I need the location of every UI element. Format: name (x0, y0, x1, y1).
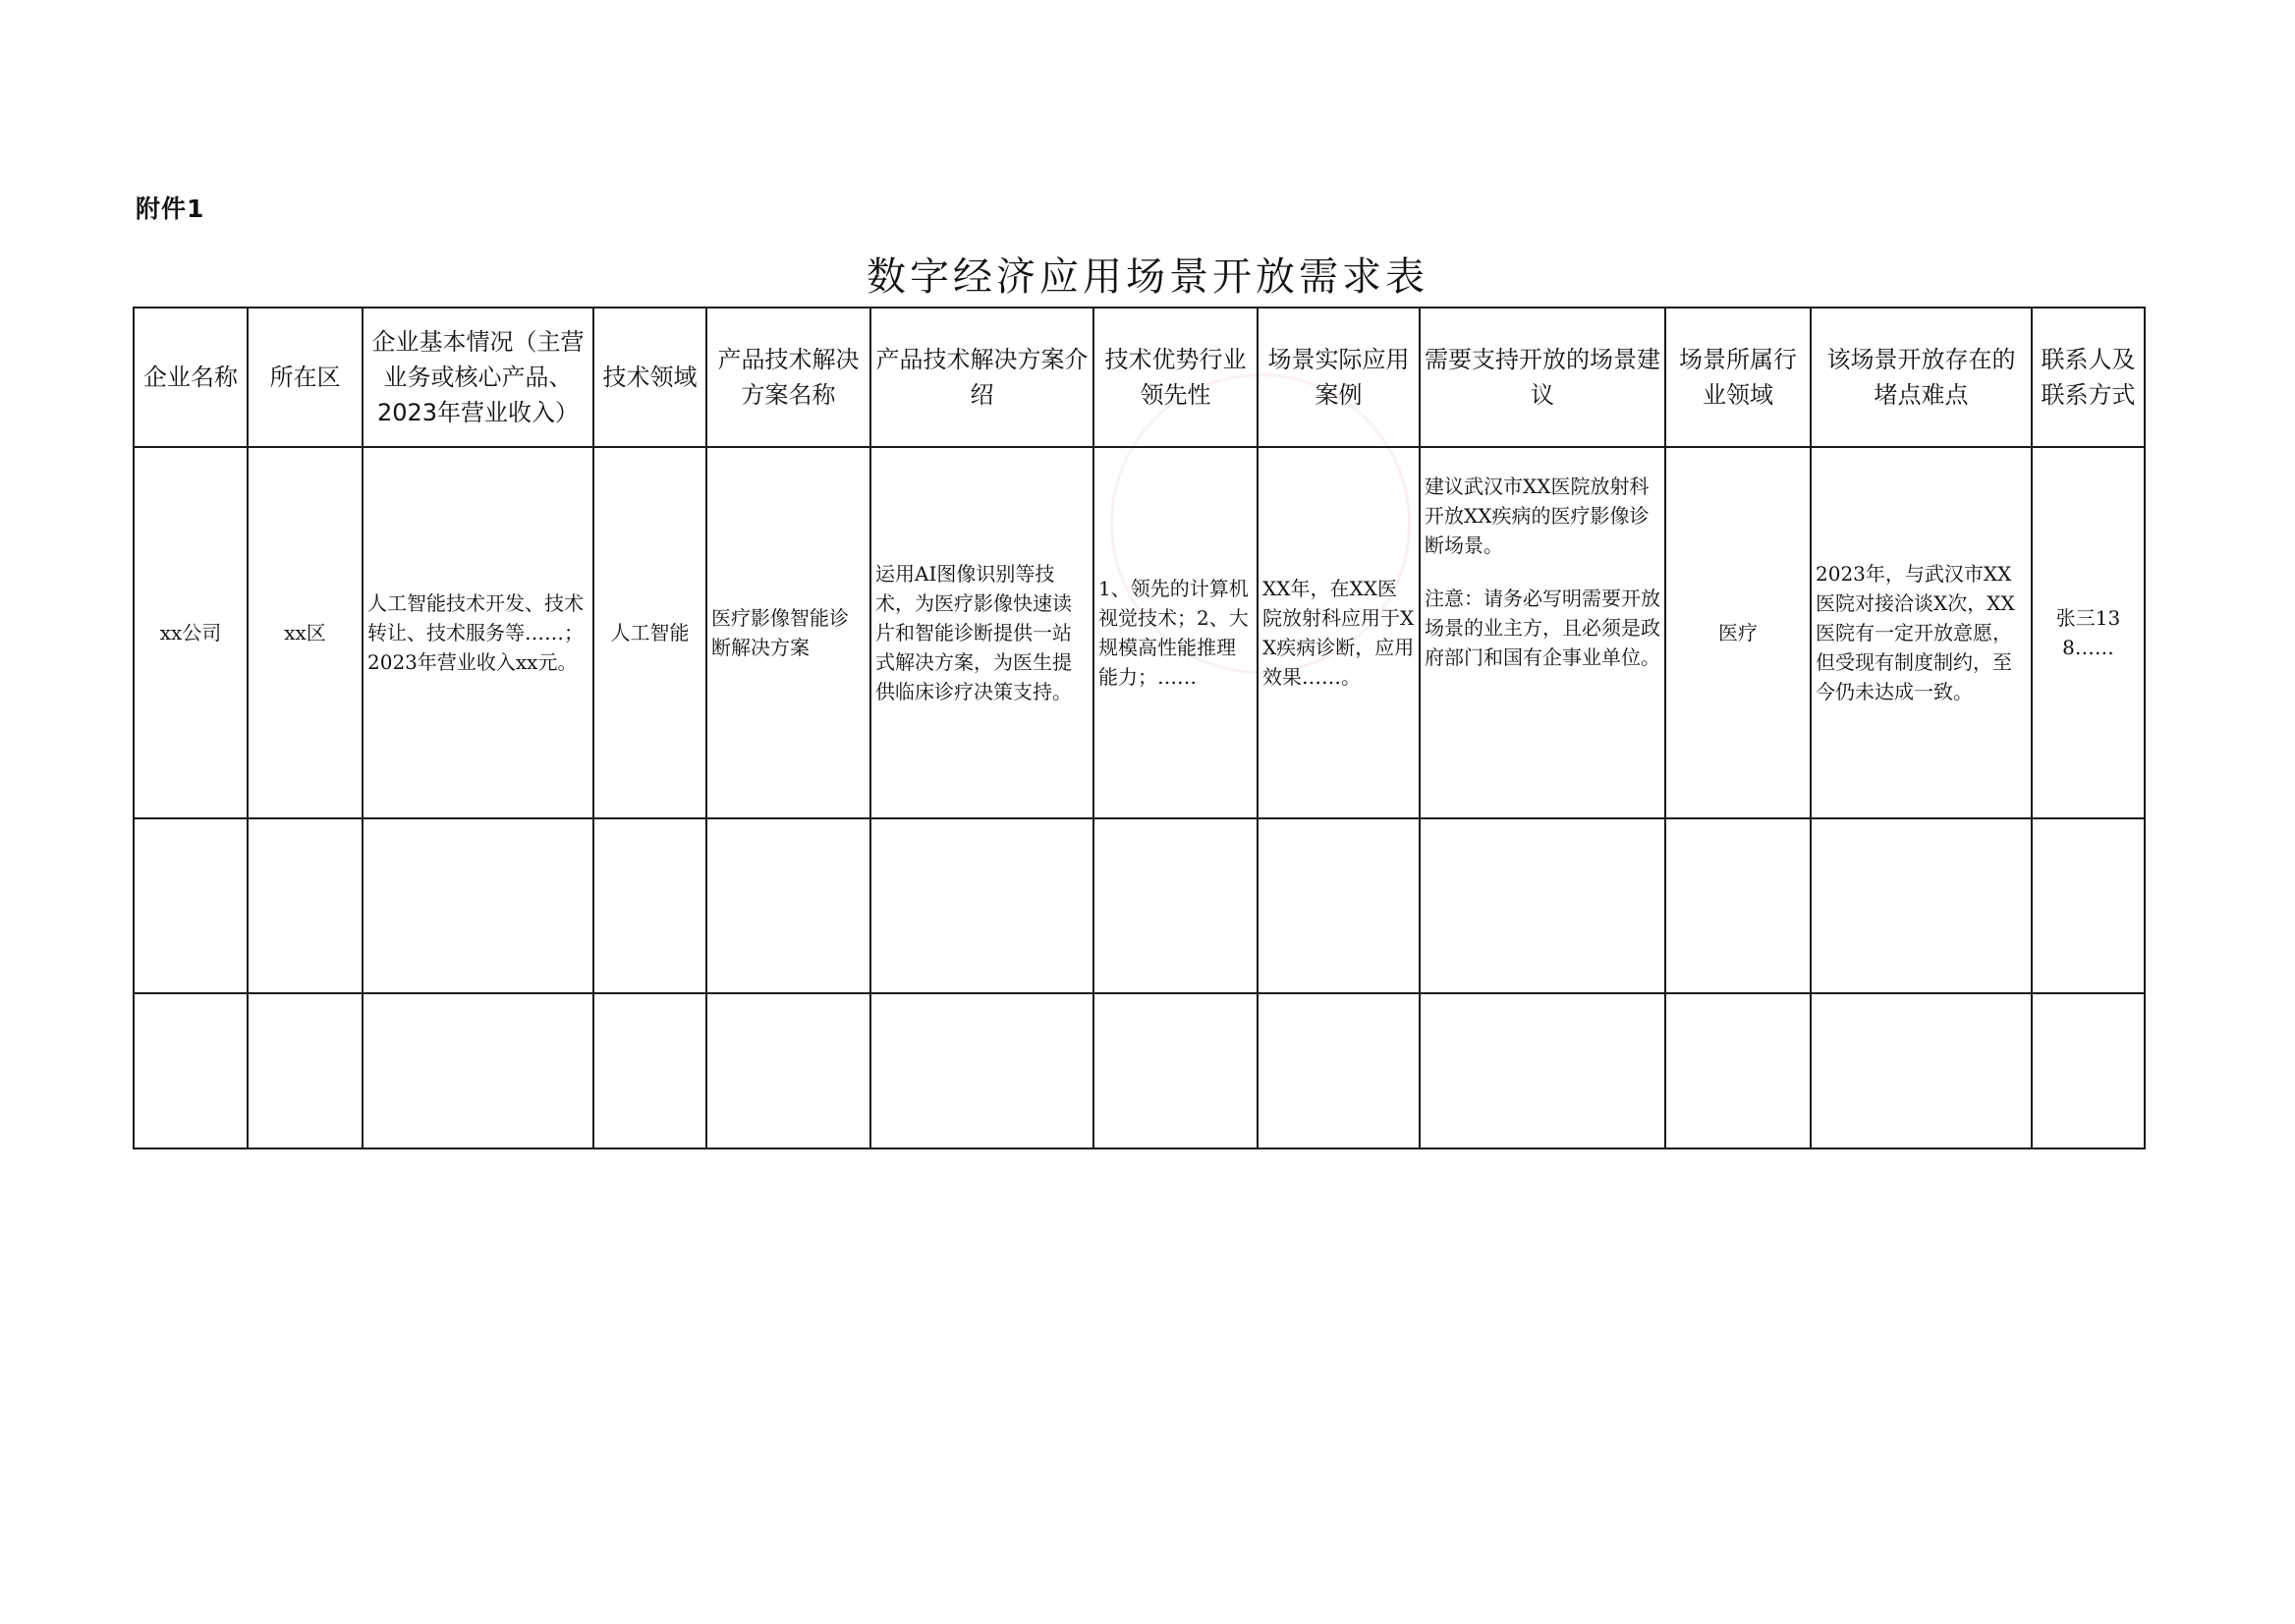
header-solution-name: 产品技术解决方案名称 (706, 308, 870, 447)
cell-solution-name: 医疗影像智能诊断解决方案 (706, 447, 870, 818)
empty-cell[interactable] (1811, 993, 2032, 1148)
empty-cell[interactable] (706, 993, 870, 1148)
header-contact: 联系人及联系方式 (2032, 308, 2145, 447)
empty-cell[interactable] (706, 818, 870, 993)
cell-difficulty: 2023年，与武汉市XX医院对接洽谈X次，XX医院有一定开放意愿，但受现有制度制约，至今仍未达成一致。 (1811, 447, 2032, 818)
cell-advantage: 1、领先的计算机视觉技术；2、大规模高性能推理能力；…… (1093, 447, 1258, 818)
header-industry: 场景所属行业领域 (1665, 308, 1811, 447)
empty-cell[interactable] (1665, 993, 1811, 1148)
demand-table (133, 307, 2146, 1149)
header-case: 场景实际应用案例 (1258, 308, 1420, 447)
empty-cell[interactable] (870, 818, 1093, 993)
cell-case: XX年，在XX医院放射科应用于XX疾病诊断，应用效果……。 (1258, 447, 1420, 818)
cell-industry: 医疗 (1665, 447, 1811, 818)
cell-tech-field: 人工智能 (593, 447, 706, 818)
table-header-row (134, 308, 2145, 447)
empty-cell[interactable] (248, 993, 363, 1148)
empty-table-row (134, 818, 2145, 993)
table-row (134, 447, 2145, 818)
empty-table-row (134, 993, 2145, 1148)
empty-cell[interactable] (1093, 818, 1258, 993)
cell-district: xx区 (248, 447, 363, 818)
suggestion-note: 注意：请务必写明需要开放场景的业主方，且必须是政府部门和国有企事业单位。 (1425, 587, 1660, 669)
cell-suggestion (1420, 447, 1665, 818)
cell-contact: 张三138…… (2032, 447, 2145, 818)
empty-cell[interactable] (593, 818, 706, 993)
empty-cell[interactable] (1811, 818, 2032, 993)
header-tech-field: 技术领域 (593, 308, 706, 447)
empty-cell[interactable] (1665, 818, 1811, 993)
empty-cell[interactable] (248, 818, 363, 993)
empty-cell[interactable] (1258, 818, 1420, 993)
cell-company: xx公司 (134, 447, 248, 818)
empty-cell[interactable] (363, 818, 593, 993)
header-difficulty: 该场景开放存在的堵点难点 (1811, 308, 2032, 447)
cell-basic-info: 人工智能技术开发、技术转让、技术服务等……；2023年营业收入xx元。 (363, 447, 593, 818)
empty-cell[interactable] (870, 993, 1093, 1148)
header-solution-intro: 产品技术解决方案介绍 (870, 308, 1093, 447)
document-title: 数字经济应用场景开放需求表 (867, 254, 1428, 300)
header-basic-info: 企业基本情况（主营业务或核心产品、2023年营业收入） (363, 308, 593, 447)
attachment-label: 附件1 (136, 195, 205, 223)
empty-cell[interactable] (1420, 993, 1665, 1148)
empty-cell[interactable] (134, 818, 248, 993)
empty-cell[interactable] (1420, 818, 1665, 993)
empty-cell[interactable] (2032, 818, 2145, 993)
header-district: 所在区 (248, 308, 363, 447)
empty-cell[interactable] (593, 993, 706, 1148)
suggestion-text: 建议武汉市XX医院放射科开放XX疾病的医疗影像诊断场景。 (1425, 475, 1650, 557)
empty-cell[interactable] (2032, 993, 2145, 1148)
header-advantage: 技术优势行业领先性 (1093, 308, 1258, 447)
empty-cell[interactable] (1093, 993, 1258, 1148)
cell-solution-intro: 运用AI图像识别等技术，为医疗影像快速读片和智能诊断提供一站式解决方案，为医生提供临床诊疗决策支持。 (870, 447, 1093, 818)
empty-cell[interactable] (134, 993, 248, 1148)
empty-cell[interactable] (363, 993, 593, 1148)
empty-cell[interactable] (1258, 993, 1420, 1148)
header-suggestion: 需要支持开放的场景建议 (1420, 308, 1665, 447)
header-company: 企业名称 (134, 308, 248, 447)
